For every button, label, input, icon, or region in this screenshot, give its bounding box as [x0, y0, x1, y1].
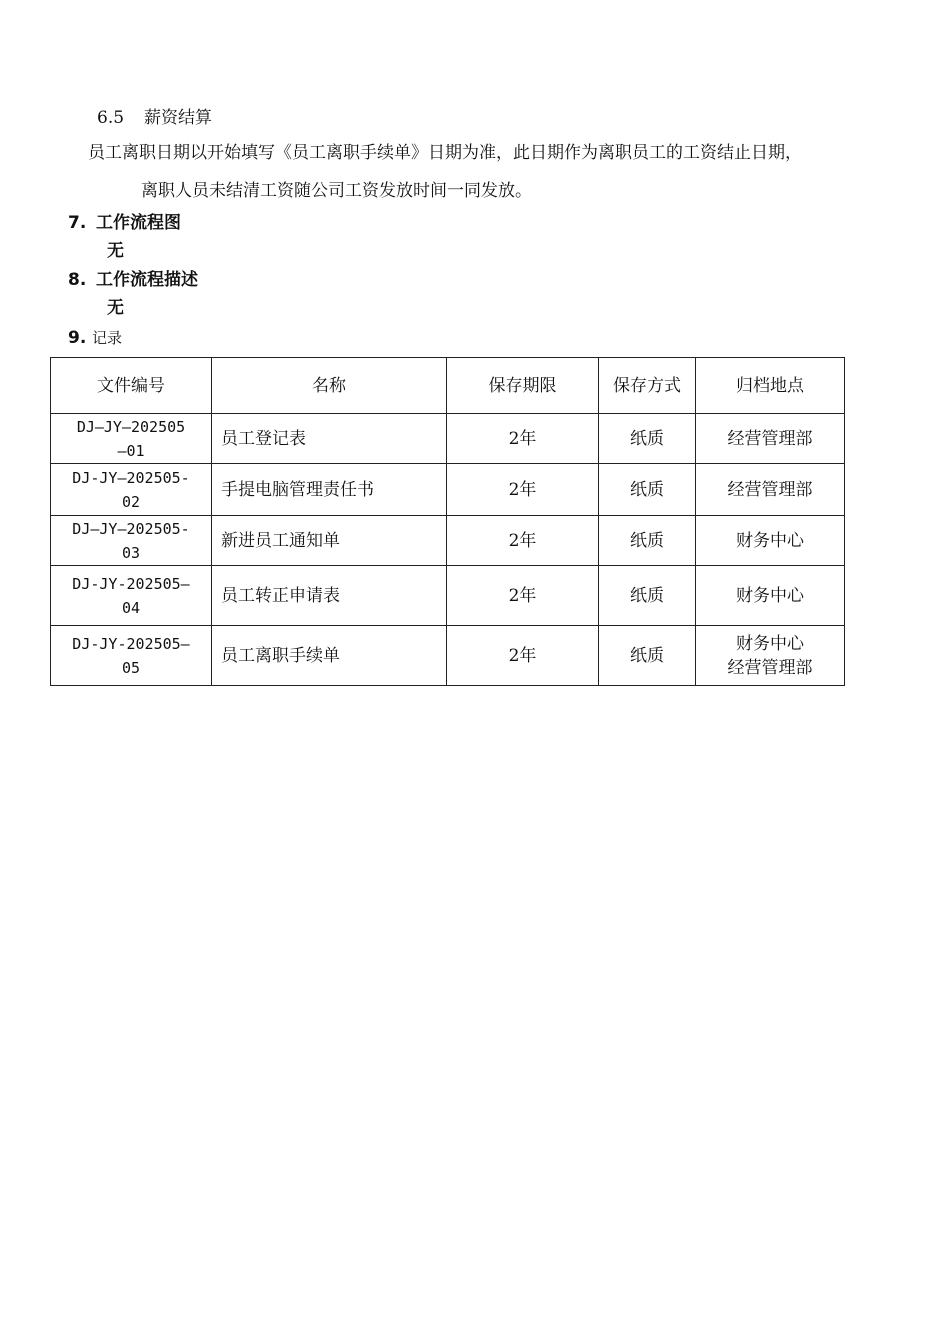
record-name-cell: 手提电脑管理责任书 [212, 464, 447, 516]
storage-method-cell: 纸质 [599, 414, 696, 464]
file-code-cell: DJ-JY-202505— 05 [51, 626, 212, 686]
retention-period-cell: 2年 [447, 516, 599, 566]
section-7-content: 无 [107, 241, 124, 261]
archive-location-cell: 财务中心 [696, 566, 845, 626]
retention-period-cell: 2年 [447, 626, 599, 686]
header-name: 名称 [212, 358, 447, 414]
paragraph-line-2: 离职人员未结清工资随公司工资发放时间一同发放。 [141, 181, 532, 201]
storage-method-cell: 纸质 [599, 626, 696, 686]
table-row [51, 566, 845, 626]
header-retention-period: 保存期限 [447, 358, 599, 414]
file-code-cell: DJ-JY-202505— 04 [51, 566, 212, 626]
section-8-heading [68, 269, 198, 291]
table-row [51, 414, 845, 464]
table-header-row [51, 358, 845, 414]
header-file-code: 文件编号 [51, 358, 212, 414]
records-table [50, 357, 845, 686]
record-name-cell: 员工离职手续单 [212, 626, 447, 686]
section-title: 记录 [92, 329, 123, 347]
paragraph-line-1: 员工离职日期以开始填写《员工离职手续单》日期为准，此日期作为离职员工的工资结止日期， [88, 143, 802, 163]
archive-location-cell: 财务中心 经营管理部 [696, 626, 845, 686]
storage-method-cell: 纸质 [599, 566, 696, 626]
section-number: 9. [68, 328, 87, 348]
retention-period-cell: 2年 [447, 414, 599, 464]
section-6-5-heading [97, 107, 212, 129]
header-archive-location: 归档地点 [696, 358, 845, 414]
archive-location-cell: 财务中心 [696, 516, 845, 566]
file-code-cell: DJ—JY—202505- 03 [51, 516, 212, 566]
section-7-heading [68, 212, 181, 234]
table-row [51, 516, 845, 566]
table-row [51, 464, 845, 516]
file-code-cell: DJ-JY—202505- 02 [51, 464, 212, 516]
file-code-cell: DJ—JY—202505 —01 [51, 414, 212, 464]
archive-location-cell: 经营管理部 [696, 414, 845, 464]
storage-method-cell: 纸质 [599, 464, 696, 516]
section-title: 薪资结算 [144, 108, 213, 128]
section-number: 8. [68, 270, 87, 290]
storage-method-cell: 纸质 [599, 516, 696, 566]
section-title: 工作流程图 [96, 213, 181, 233]
header-storage-method: 保存方式 [599, 358, 696, 414]
section-8-content: 无 [107, 298, 124, 318]
section-9-heading [68, 327, 122, 349]
record-name-cell: 员工转正申请表 [212, 566, 447, 626]
archive-location-cell: 经营管理部 [696, 464, 845, 516]
retention-period-cell: 2年 [447, 566, 599, 626]
retention-period-cell: 2年 [447, 464, 599, 516]
section-title: 工作流程描述 [96, 270, 198, 290]
table-row [51, 626, 845, 686]
section-number: 6.5 [97, 108, 125, 128]
section-number: 7. [68, 213, 87, 233]
record-name-cell: 新进员工通知单 [212, 516, 447, 566]
record-name-cell: 员工登记表 [212, 414, 447, 464]
